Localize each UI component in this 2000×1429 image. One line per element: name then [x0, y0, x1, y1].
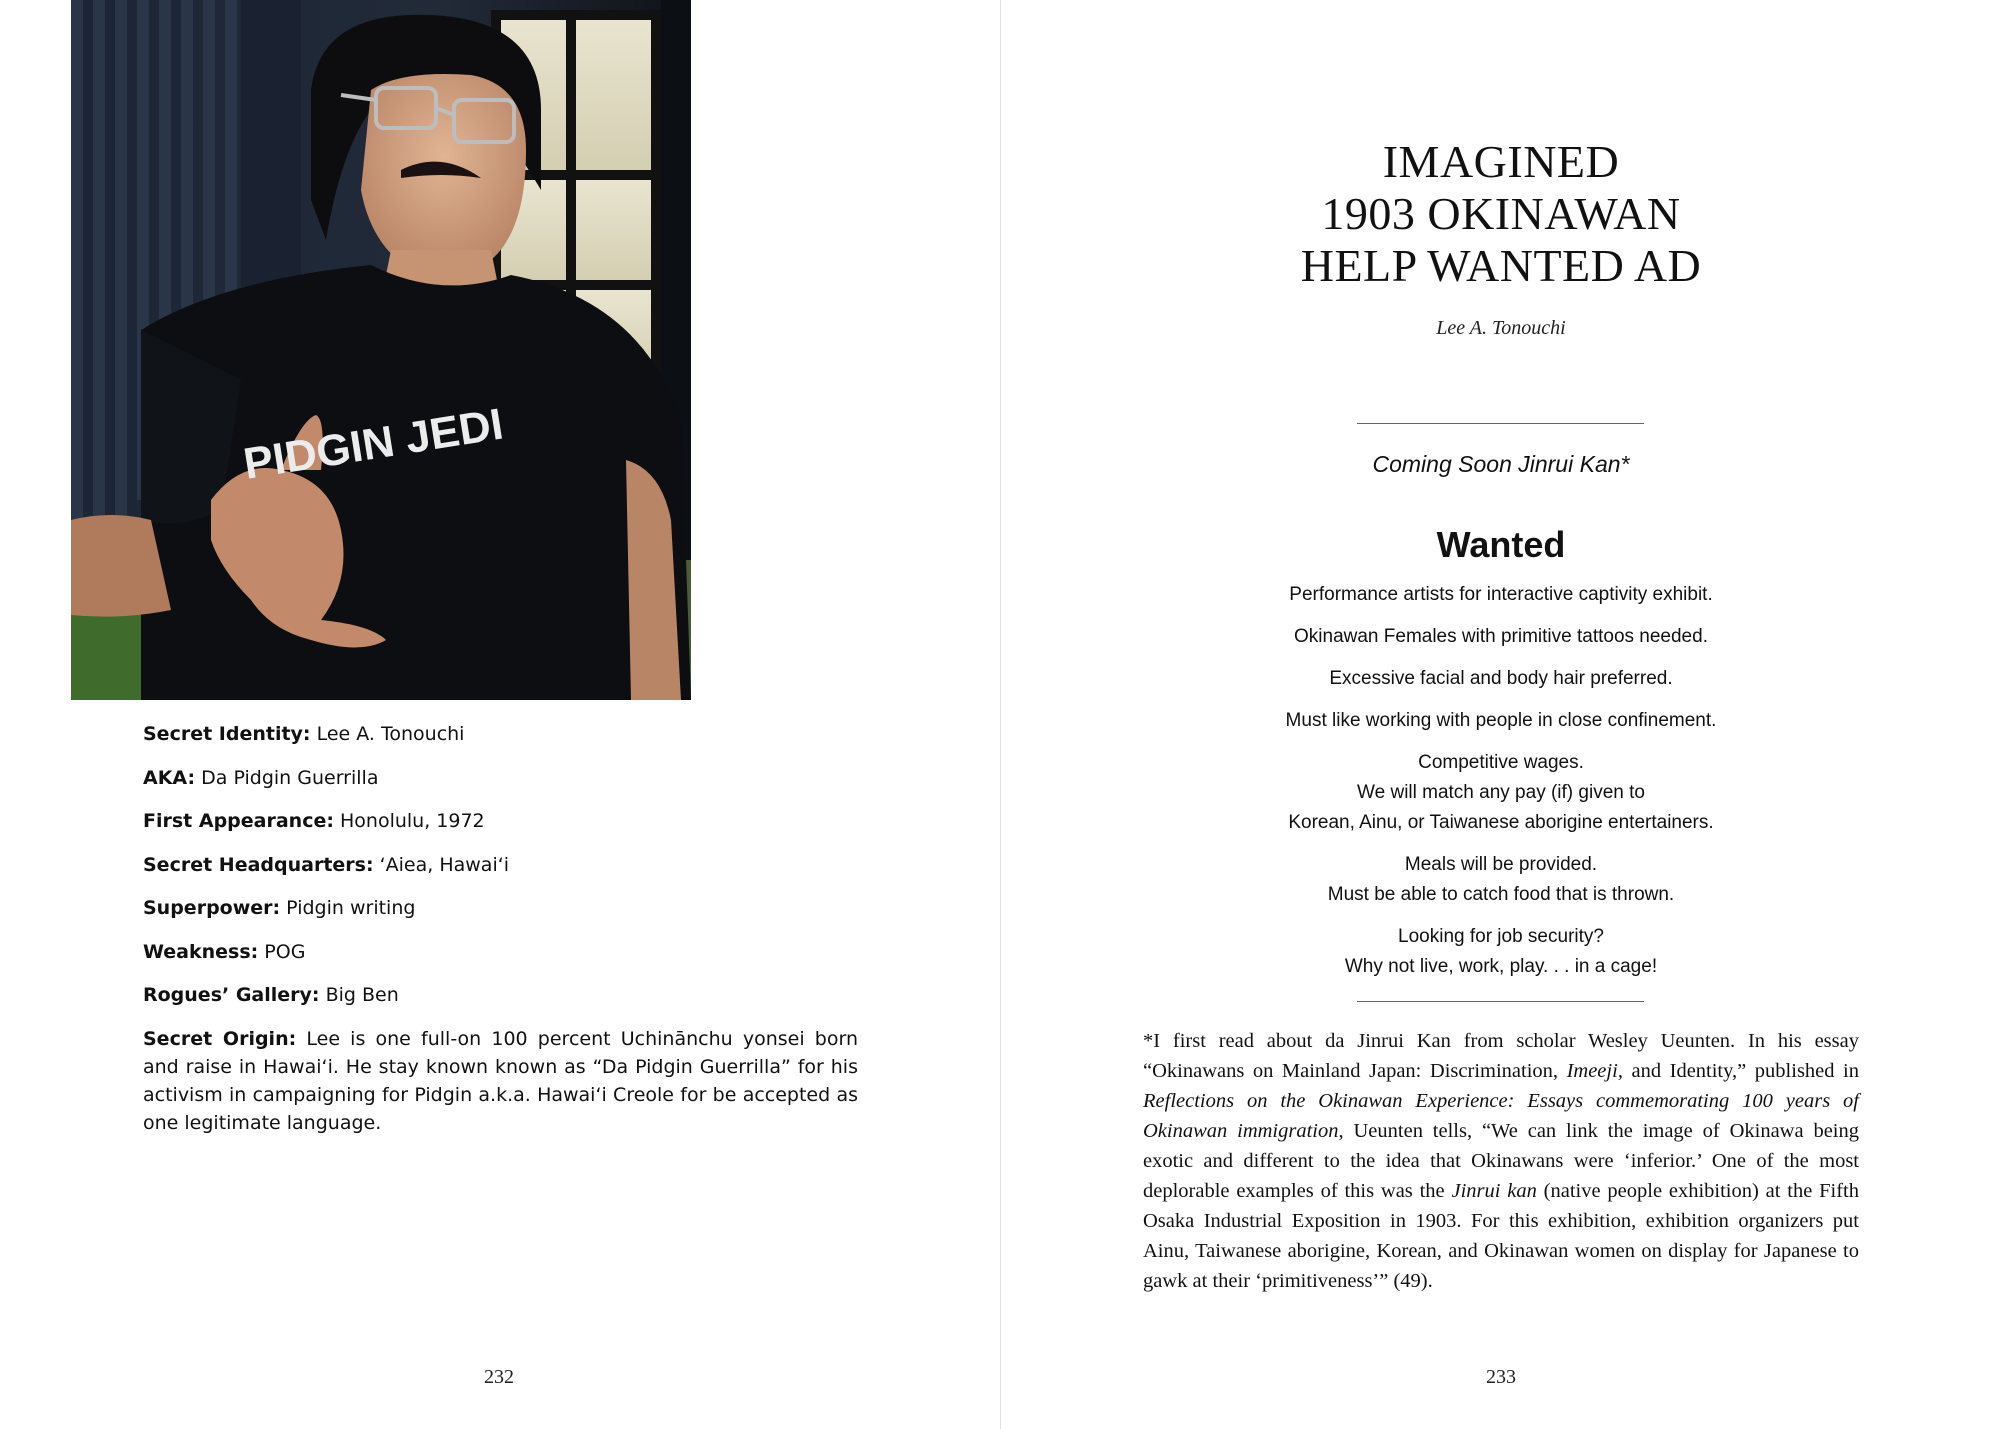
shirt-text: PIDGIN JEDI: [240, 399, 507, 489]
bio-label: AKA:: [143, 766, 196, 789]
bio-value: Da Pidgin Guerrilla: [195, 766, 379, 789]
bio-value: Pidgin writing: [280, 897, 416, 919]
footnote-text: , and Identity,” published in: [1617, 1060, 1860, 1082]
ad-line: Why not live, work, play. . . in a cage!: [1344, 956, 1658, 977]
footnote-italic: Imeeji: [1566, 1060, 1618, 1082]
bio-label: Secret Headquarters:: [143, 853, 374, 876]
ad-group: [1151, 850, 1851, 910]
footnote-text: (native people exhibition) at the Fifth Osaka Industrial Exposition in 1903. For this exhibition, exhibition organizers put Ainu, Taiwanese aborigine, Korean, and Okinawan women on display for Japanese to gawk at their ‘primitiveness’” (49).: [1143, 1180, 1859, 1292]
bio-label: Superpower:: [143, 897, 281, 919]
ad-group: [1151, 748, 1851, 838]
page-number-left: 232: [484, 1366, 514, 1388]
bio-secret-origin: [143, 1025, 858, 1137]
title-line: 1903 OKINAWAN: [1321, 188, 1681, 239]
title-line: HELP WANTED AD: [1300, 240, 1702, 291]
bio-value: Big Ben: [319, 984, 399, 1006]
bio-first-appearance: [143, 807, 858, 835]
author-byline: Lee A. Tonouchi: [1436, 317, 1566, 339]
bio-rogues-gallery: [143, 981, 858, 1009]
footnote-italic: Jinrui kan: [1451, 1180, 1537, 1202]
author-photo: [71, 0, 691, 700]
ad-line: Meals will be provided.: [1404, 854, 1598, 875]
bio-label: Weakness:: [143, 940, 259, 963]
title-line: IMAGINED: [1382, 136, 1620, 187]
ad-group: [1151, 622, 1851, 652]
coming-soon-heading: Coming Soon Jinrui Kan*: [1372, 451, 1630, 477]
divider-top: [1357, 423, 1644, 424]
bio-secret-identity: [143, 720, 858, 748]
ad-group: [1151, 706, 1851, 736]
ad-group: [1151, 580, 1851, 610]
ad-line: Excessive facial and body hair preferred.: [1329, 668, 1673, 689]
bio-value: POG: [258, 940, 306, 963]
bio-list: [143, 720, 858, 1152]
ad-line: Must like working with people in close confinement.: [1285, 710, 1717, 731]
divider-bottom: [1357, 1001, 1644, 1002]
ad-group: [1151, 922, 1851, 982]
ad-line: Korean, Ainu, or Taiwanese aborigine entertainers.: [1288, 812, 1714, 833]
bio-label: First Appearance:: [143, 810, 334, 832]
wanted-heading: Wanted: [1436, 524, 1566, 565]
ad-line: Okinawan Females with primitive tattoos needed.: [1294, 626, 1708, 647]
bio-value: Lee is one full-on 100 percent Uchinānchu yonsei born and raise in Hawai‘i. He stay known known as “Da Pidgin Guerrilla” for his activism in campaigning for Pidgin a.k.a. Hawai‘i Creole for be accepted as one legitimate language.: [143, 1027, 859, 1134]
page-title: [1151, 136, 1851, 292]
footnote-text: *I first read about da Jinrui Kan from scholar Wesley Ueunten. In his essay “Okinawans on Mainland Japan: Discrimination,: [1143, 1030, 1859, 1082]
bio-value: Honolulu, 1972: [333, 810, 485, 832]
ad-line: Performance artists for interactive captivity exhibit.: [1289, 584, 1713, 605]
right-page: [1001, 0, 2000, 1429]
ad-line: Competitive wages.: [1418, 752, 1584, 773]
ad-copy: [1151, 580, 1851, 994]
bio-superpower: [143, 894, 858, 922]
footnote-text: , Ueunten tells, “We can link the image of Okinawa being exotic and different to the idea that Okinawans were ‘inferior.’ One of the most deplorable examples of this was the: [1143, 1120, 1859, 1202]
bio-weakness: [143, 938, 858, 966]
bio-secret-headquarters: [143, 851, 858, 879]
ad-line: We will match any pay (if) given to: [1357, 782, 1645, 803]
ad-line: Must be able to catch food that is thrown.: [1327, 884, 1675, 905]
bio-value: ‘Aiea, Hawai‘i: [373, 853, 510, 876]
bio-label: Rogues’ Gallery:: [143, 984, 320, 1006]
bio-label: Secret Origin:: [143, 1027, 297, 1050]
ad-group: [1151, 664, 1851, 694]
bio-label: Secret Identity:: [143, 723, 311, 745]
footnote-italic: Reflections on the Okinawan Experience: Essays commemorating 100 years of Okinawan immigration: [1143, 1090, 1859, 1142]
bio-value: Lee A. Tonouchi: [310, 723, 465, 745]
footnote: [1143, 1026, 1859, 1296]
ad-line: Looking for job security?: [1398, 926, 1604, 947]
bio-aka: [143, 764, 858, 792]
page-number-right: 233: [1486, 1366, 1516, 1388]
